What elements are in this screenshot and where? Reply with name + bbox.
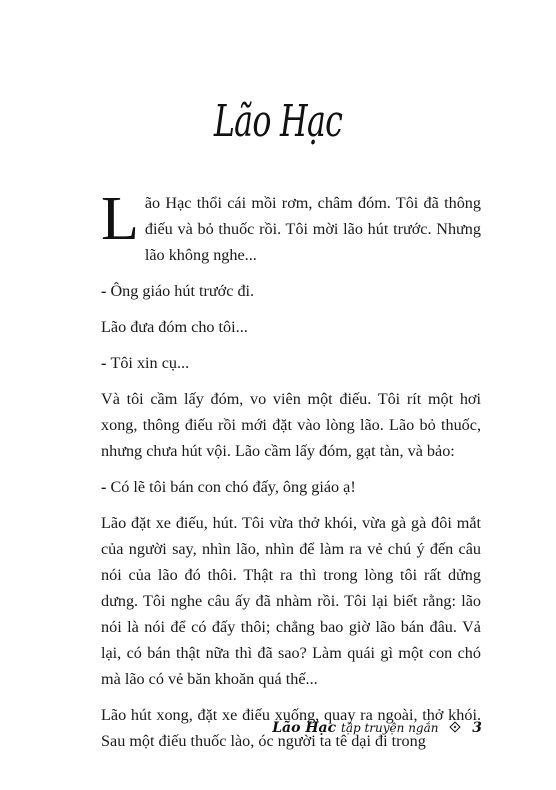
paragraph-1 (101, 185, 481, 268)
paragraph-6 (101, 474, 481, 500)
drop-cap: L (101, 185, 139, 253)
paragraph-3 (101, 314, 481, 340)
footer-subtitle: tập truyện ngắn (341, 721, 439, 735)
paragraph-1-text: ão Hạc thổi cái mồi rơm, châm đóm. Tôi đã thông điếu và bỏ thuốc rồi. Tôi mời lão hút trước. Nhưng lão không nghe... (144, 194, 481, 264)
paragraph-3-text: Lão đưa đóm cho tôi... (101, 318, 248, 336)
dialogue-dash: - (101, 282, 111, 300)
paragraph-5 (101, 386, 481, 464)
paragraph-4-text: Tôi xin cụ... (110, 354, 190, 372)
paragraph-6-text: Có lẽ tôi bán con chó đấy, ông giáo ạ! (110, 478, 356, 496)
chapter-title: Lão Hạc (213, 96, 343, 147)
paragraph-7-text: Lão đặt xe điếu, hút. Tôi vừa thở khói, vừa gà gà đôi mắt của người say, nhìn lão, nhìn để làm ra vẻ chú ý đến câu nói của lão đó thôi. Thật ra thì trong lòng tôi rất dửng dưng. Tôi nghe câu ấy đã nhàm rồi. Tôi lại biết rằng: lão nói là nói để có đấy thôi; chẳng bao giờ lão bán đâu. Vả lại, có bán thật nữa thì đã sao? Làm quái gì một con chó mà lão có vẻ băn khoăn quá thế... (101, 514, 481, 688)
dialogue-dash: - (101, 478, 111, 496)
paragraph-2-text: Ông giáo hút trước đi. (110, 282, 255, 300)
dialogue-dash: - (101, 354, 111, 372)
story-body (101, 185, 481, 764)
paragraph-8-text: Lão hút xong, đặt xe điếu xuống, quay ra ngoài, thở khói. Sau một điếu thuốc lào, óc người ta tê dại đi trong (101, 706, 481, 750)
paragraph-4 (101, 350, 481, 376)
page-number: 3 (472, 720, 482, 736)
page-footer (272, 720, 482, 736)
footer-book-title: Lão Hạc (272, 720, 337, 736)
paragraph-2 (101, 278, 481, 304)
paragraph-7 (101, 510, 481, 692)
diamond-ornament-icon (450, 721, 461, 732)
paragraph-5-text: Và tôi cầm lấy đóm, vo viên một điếu. Tôi rít một hơi xong, thông điếu rồi mới đặt vào lòng lão. Lão bỏ thuốc, nhưng chưa hút vội. Lão cầm lấy đóm, gạt tàn, và bảo: (101, 390, 481, 460)
